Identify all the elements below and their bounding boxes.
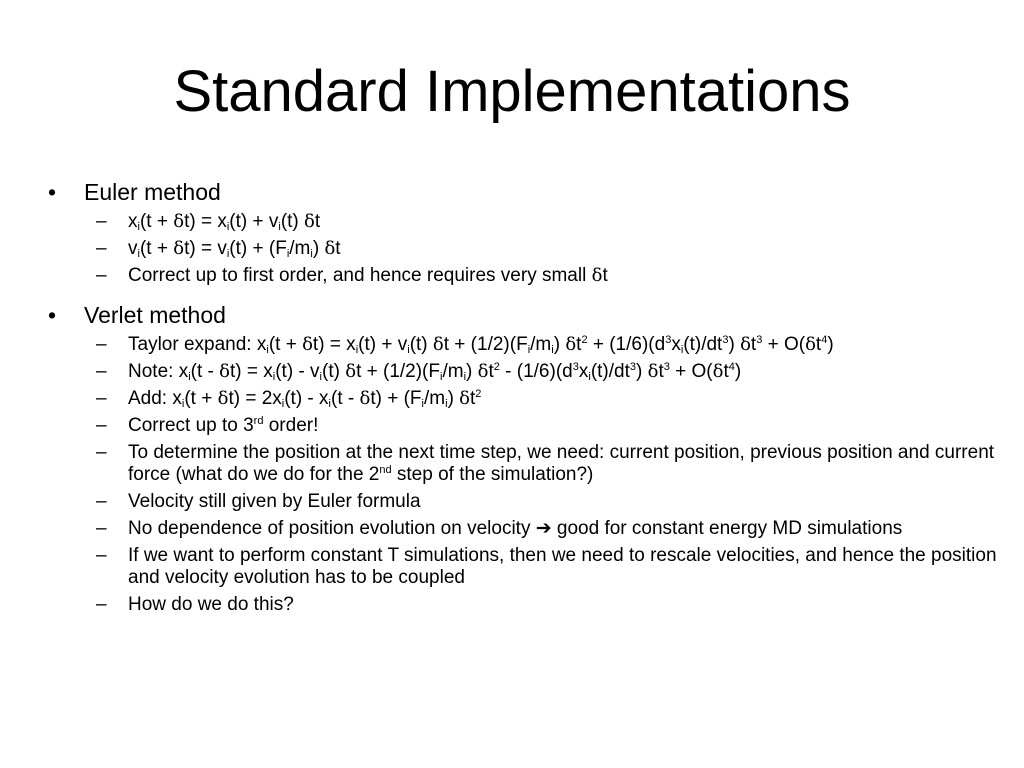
verlet-no-dependence: – No dependence of position evolution on velocity ➔ good for constant energy MD simulations bbox=[48, 518, 998, 540]
verlet-accuracy: – Correct up to 3rd order! bbox=[48, 415, 998, 437]
euler-position-update: – $x_i(t + \delta t) = x_i(t) + v_i(t)$ δt bbox=[48, 211, 998, 233]
bullet-verlet-method: • Verlet method bbox=[48, 301, 998, 329]
verlet-velocity: – Velocity still given by Euler formula bbox=[48, 491, 998, 513]
euler-accuracy-note: – Correct up to first order, and hence requires very small δt bbox=[48, 265, 998, 287]
euler-velocity-update: – $v_i(t + \delta t) = v_i(t) + (F_i/m_i)$ δt bbox=[48, 238, 998, 260]
verlet-question: – How do we do this? bbox=[48, 594, 998, 616]
slide-body bbox=[48, 178, 998, 616]
verlet-add: – Add: $x_i(t + \delta t) = 2x_i(t) - x_i(t - \delta t) + (F_i/m_i)$ $\delta t^2$ bbox=[48, 388, 998, 410]
slide-title: Standard Implementations bbox=[173, 59, 851, 124]
verlet-constant-t: – If we want to perform constant T simulations, then we need to rescale velocities, and hence the position and velocity evolution has to be coupled bbox=[48, 545, 998, 589]
verlet-next-step: – To determine the position at the next time step, we need: current position, previous position and current force (what do we do for the 2nd step of the simulation?) bbox=[48, 442, 998, 486]
bullet-euler-method: • Euler method bbox=[48, 178, 998, 206]
verlet-note: – Note: $x_i(t - \delta t) = x_i(t) - v_i(t) \delta t + (1/2)(F_i/m_i)$ $\delta t^2 - (1/6)(d^3x_i(t)/dt^3) \delta t^3 + O(\delta t^4)$ bbox=[48, 361, 998, 383]
verlet-taylor-expand: – Taylor expand: $x_i(t + \delta t) = x_i(t) + v_i(t) \delta t + (1/2)(F_i/m_i) \delta t^2 + (1/6)(d^3x_i(t)/dt^3) \delta t^3 + O(\delta t^4)$ bbox=[48, 334, 998, 356]
